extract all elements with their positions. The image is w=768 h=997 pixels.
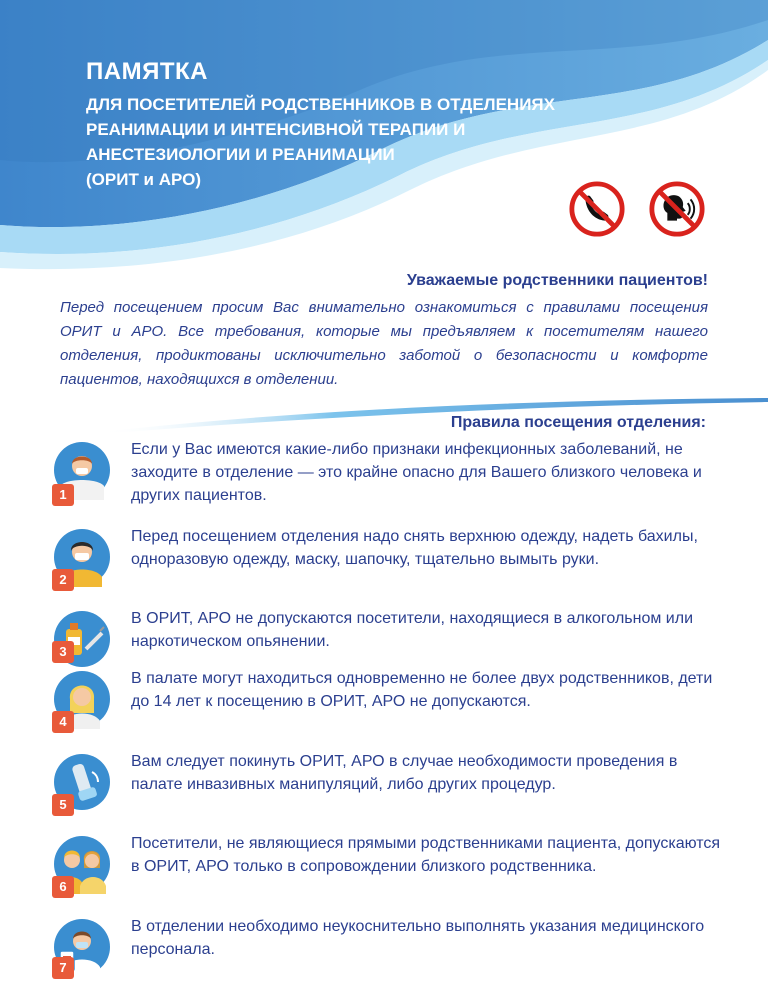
rule-number-badge: 2	[52, 569, 74, 591]
rule-number-badge: 7	[52, 957, 74, 979]
rule-number-badge: 5	[52, 794, 74, 816]
rule-text: Посетители, не являющиеся прямыми родственниками пациента, допускаются в ОРИТ, АРО только в сопровождении близкого родственника.	[131, 835, 721, 875]
page-title: ПАМЯТКА	[86, 58, 208, 85]
rule-number-badge: 3	[52, 641, 74, 663]
rule-number-badge: 6	[52, 876, 74, 898]
rule-text: В ОРИТ, АРО не допускаются посетители, находящиеся в алкогольном или наркотическом опьянении.	[131, 610, 693, 650]
rule-text: Если у Вас имеются какие-либо признаки инфекционных заболеваний, не заходите в отделение — это крайне опасно для Вашего близкого человека и других пациентов.	[131, 441, 702, 504]
subtitle-line-2: РЕАНИМАЦИИ И ИНТЕНСИВНОЙ ТЕРАПИИ И	[86, 120, 466, 139]
rule-item-3	[52, 607, 732, 665]
rule-text: Вам следует покинуть ОРИТ, АРО в случае необходимости проведения в палате инвазивных манипуляций, либо других процедур.	[131, 753, 678, 793]
subtitle-line-1: ДЛЯ ПОСЕТИТЕЛЕЙ РОДСТВЕННИКОВ В ОТДЕЛЕНИЯХ	[86, 95, 555, 114]
rule-item-5	[52, 750, 732, 822]
rule-item-4	[52, 667, 732, 739]
no-talking-icon	[648, 180, 706, 238]
subtitle-line-4: (ОРИТ и АРО)	[86, 170, 201, 189]
rules-heading: Правила посещения отделения:	[450, 414, 706, 431]
rule-item-7	[52, 915, 732, 977]
rule-number-badge: 4	[52, 711, 74, 733]
warning-icons	[568, 180, 706, 238]
intro-paragraph: Перед посещением просим Вас внимательно ознакомиться с правилами посещения ОРИТ и АРО. Все требования, которые мы предъявляем к посетителям нашего отделения, продиктованы исключительно заботой о безопасности и комфорте пациентов, находящихся в отделении.	[60, 299, 708, 388]
rule-text: В палате могут находиться одновременно не более двух родственников, дети до 14 лет к посещению в ОРИТ, АРО не допускаются.	[131, 670, 713, 710]
rule-number-badge: 1	[52, 484, 74, 506]
rule-item-6	[52, 832, 732, 904]
greeting: Уважаемые родственники пациентов!	[406, 272, 708, 289]
rule-item-2	[52, 525, 732, 597]
subtitle-line-3: АНЕСТЕЗИОЛОГИИ И РЕАНИМАЦИИ	[86, 145, 395, 164]
title-block	[86, 58, 555, 192]
rule-item-1	[52, 438, 732, 514]
no-phone-icon	[568, 180, 626, 238]
rule-text: Перед посещением отделения надо снять верхнюю одежду, надеть бахилы, одноразовую одежду, маску, шапочку, тщательно вымыть руки.	[131, 528, 698, 568]
rule-text: В отделении необходимо неукоснительно выполнять указания медицинского персонала.	[131, 918, 705, 958]
